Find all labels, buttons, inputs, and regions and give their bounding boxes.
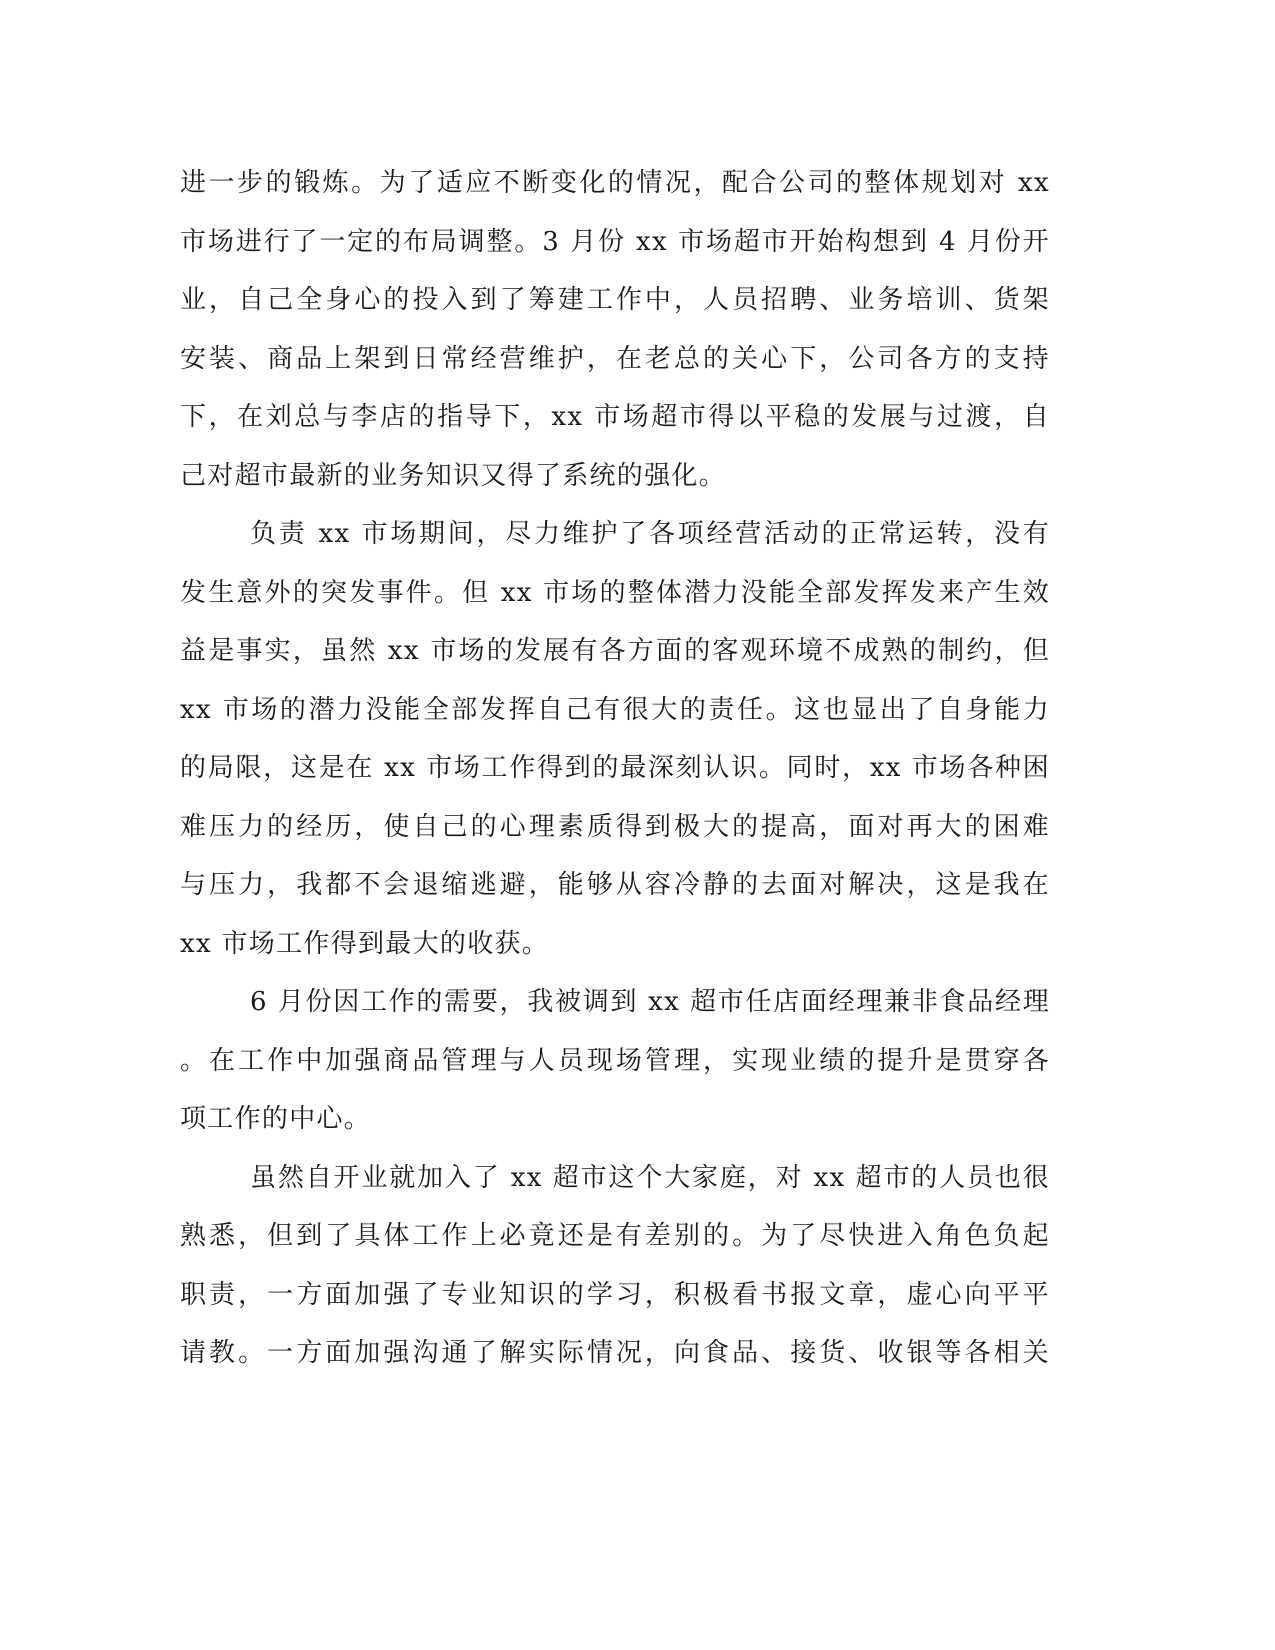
text-line: 熟悉，但到了具体工作上必竟还是有差别的。为了尽快进入角色负起 bbox=[180, 1221, 1050, 1251]
text-line: 发生意外的突发事件。但 xx 市场的整体潜力没能全部发挥发来产生效 bbox=[180, 577, 1050, 608]
text-line: 益是事实，虽然 xx 市场的发展有各方面的客观环境不成熟的制约，但 bbox=[180, 636, 1050, 666]
text-line: 业，自己全身心的投入到了筹建工作中，人员招聘、业务培训、货架 bbox=[180, 285, 1050, 315]
text-line: 职责，一方面加强了专业知识的学习，积极看书报文章，虚心向平平 bbox=[180, 1279, 1050, 1310]
text-line: 6 月份因工作的需要，我被调到 xx 超市任店面经理兼非食品经理 bbox=[250, 987, 1050, 1017]
text-line: 己对超市最新的业务知识又得了系统的强化。 bbox=[180, 460, 727, 491]
text-line: 。在工作中加强商品管理与人员现场管理，实现业绩的提升是贯穿各 bbox=[180, 1045, 1050, 1076]
text-line: 虽然自开业就加入了 xx 超市这个大家庭，对 xx 超市的人员也很 bbox=[250, 1162, 1050, 1193]
text-line: 请教。一方面加强沟通了解实际情况，向食品、接货、收银等各相关 bbox=[180, 1338, 1050, 1368]
text-line: xx 市场工作得到最大的收获。 bbox=[180, 928, 550, 959]
text-line: 项工作的中心。 bbox=[180, 1104, 372, 1134]
text-line: 市场进行了一定的布局调整。3 月份 xx 市场超市开始构想到 4 月份开 bbox=[180, 226, 1050, 257]
text-line: 进一步的锻炼。为了适应不断变化的情况，配合公司的整体规划对 xx bbox=[180, 168, 1050, 198]
text-line: 与压力，我都不会退缩逃避，能够从容冷静的去面对解决，这是我在 bbox=[180, 870, 1050, 900]
text-line: 安装、商品上架到日常经营维护，在老总的关心下，公司各方的支持 bbox=[180, 343, 1050, 374]
document-body bbox=[180, 154, 1050, 1383]
text-line: 负责 xx 市场期间，尽力维护了各项经营活动的正常运转，没有 bbox=[250, 519, 1050, 549]
text-line: xx 市场的潜力没能全部发挥自己有很大的责任。这也显出了自身能力 bbox=[180, 694, 1050, 725]
text-line: 的局限，这是在 xx 市场工作得到的最深刻认识。同时，xx 市场各种困 bbox=[180, 753, 1050, 783]
text-line: 难压力的经历，使自己的心理素质得到极大的提高，面对再大的困难 bbox=[180, 811, 1050, 842]
text-line: 下，在刘总与李店的指导下，xx 市场超市得以平稳的发展与过渡，自 bbox=[180, 402, 1050, 432]
